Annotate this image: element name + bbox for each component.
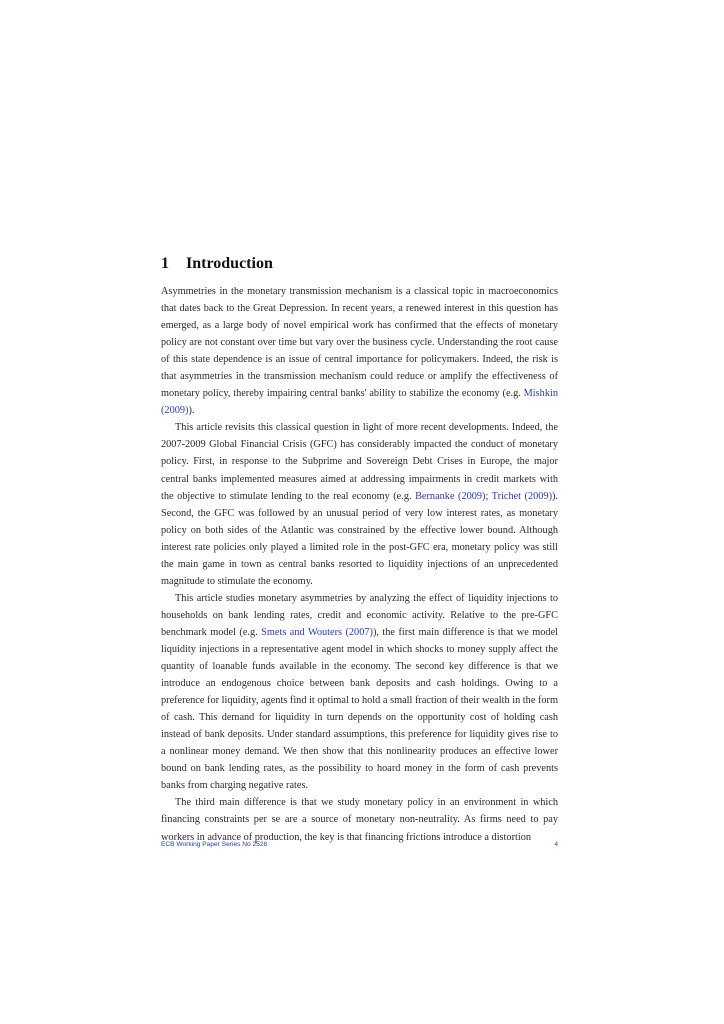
citation-link[interactable]: Smets and Wouters (2007) [261, 626, 373, 638]
text-run: ), the first main difference is that we model liquidity injections in a representative agent model in which shocks to money supply affect the quantity of loanable funds available in the economy. The second key difference is that we introduce an endogenous choice between bank deposits and cash holdings. Owing to a preference for liquidity, agents find it optimal to hold a small fraction of their wealth in the form of cash. This demand for liquidity in turn depends on the opportunity cost of holding cash instead of bank deposits. Under standard assumptions, this preference for liquidity gives rise to a nonlinear money demand. We then show that this nonlinearity produces an effective lower bound on bank lending rates, as the possibility to hoard money in the form of cash prevents banks from charging negative rates. [161, 626, 558, 792]
text-run: ; [485, 490, 492, 502]
paragraph-3 [161, 590, 558, 795]
citation-link[interactable]: Trichet (2009) [491, 490, 552, 502]
citation-link[interactable]: Bernanke (2009) [415, 490, 486, 502]
section-title: Introduction [186, 255, 273, 272]
body-text [161, 283, 558, 846]
paragraph-4 [161, 794, 558, 845]
text-run: This article studies monetary asymmetries by analyzing the effect of liquidity injections to households on bank lending rates, credit and economic activity. Relative to the pre-GFC benchmark model (e.g. [161, 592, 558, 638]
text-run: Asymmetries in the monetary transmission mechanism is a classical topic in macroeconomics that dates back to the Great Depression. In recent years, a renewed interest in this question has emerged, as a large body of novel empirical work has confirmed that the effects of monetary policy are not constant over time but vary over the business cycle. Understanding the root cause of this state dependence is an issue of central importance for policymakers. Indeed, the risk is that asymmetries in the transmission mechanism could reduce or amplify the effectiveness of monetary policy, thereby impairing central banks' ability to stabilize the economy (e.g. [161, 286, 558, 400]
section-number: 1 [161, 255, 169, 272]
section-heading [161, 254, 273, 274]
text-run: This article revisits this classical question in light of more recent developments. Indeed, the 2007-2009 Global Financial Crisis (GFC) has considerably impacted the conduct of monetary policy. First, in response to the Subprime and Sovereign Debt Crises in Europe, the major central banks implemented measures aimed at addressing impairments in credit markets with the objective to stimulate lending to the real economy (e.g. [161, 422, 558, 502]
paragraph-1 [161, 283, 558, 419]
paragraph-2 [161, 419, 558, 589]
footer-series-label: ECB Working Paper Series No 2528 [161, 841, 268, 848]
text-run: ). Second, the GFC was followed by an unusual period of very low interest rates, as monetary policy on both sides of the Atlantic was constrained by the effective lower bound. Although interest rate policies only played a limited role in the post-GFC era, monetary policy was still the main game in town as central banks resorted to liquidity injections of an unprecedented magnitude to stimulate the economy. [161, 490, 559, 587]
text-run: The third main difference is that we study monetary policy in an environment in which financing constraints per se are a source of monetary non-neutrality. As firms need to pay workers in advance of production, the key is that financing frictions introduce a distortion [161, 797, 558, 843]
page-number: 4 [554, 841, 558, 848]
text-run: ). [188, 405, 195, 417]
citation-link[interactable]: Mishkin (2009) [161, 388, 558, 417]
